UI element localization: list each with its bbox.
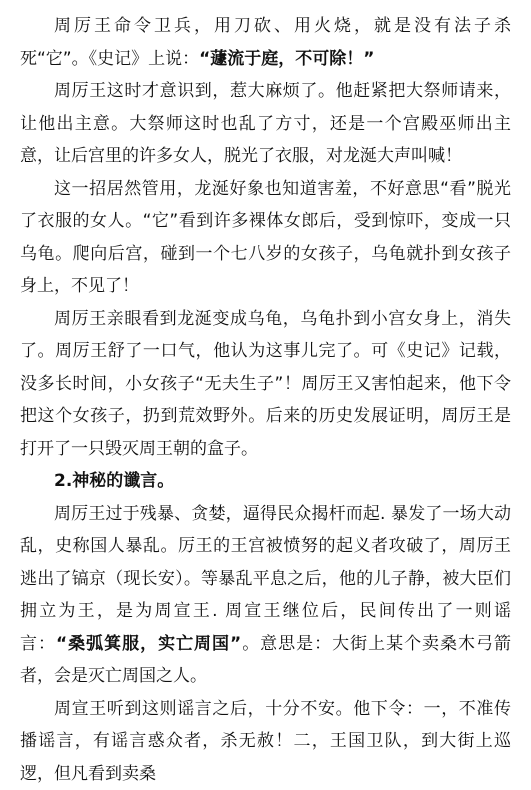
paragraph-5-text-a: 周厉王过于残暴、贪婪，逼得民众揭杆而起. 暴发了一场大动乱，史称国人暴乱。厉王的王宫被愤努的起义者攻破了，周厉王逃出了镐京（现长安）。等暴乱平息之后，他的儿子静，被大臣们拥立为王，是为周宣王. 周宣王继位后，民间传出了一则谣言： — [20, 504, 511, 654]
paragraph-4 — [20, 303, 511, 466]
section-heading — [20, 465, 511, 498]
paragraph-2 — [20, 75, 511, 173]
paragraph-5-text-b: 。意思是：大街上某个卖桑木弓箭者，会是灭亡周国之人。 — [20, 634, 511, 687]
paragraph-6 — [20, 693, 511, 790]
paragraph-5 — [20, 498, 511, 693]
prophecy-quote: “桑弧箕服，实亡周国” — [56, 634, 241, 654]
paragraph-1-text: 周厉王命令卫兵，用刀砍、用火烧，就是没有法子杀死“它”。《史记》上说： — [20, 16, 511, 69]
paragraph-1 — [20, 10, 511, 75]
paragraph-3-text: 这一招居然管用，龙涎好象也知道害羞，不好意思“看”脱光了衣服的女人。“它”看到许多裸体女郎后，受到惊吓，变成一只乌龟。爬向后宫，碰到一个七八岁的女孩子，乌龟就扑到女孩子身上，不见了！ — [20, 179, 511, 297]
section-heading-text: 2.神秘的谶言。 — [54, 471, 174, 491]
paragraph-4-text: 周厉王亲眼看到龙涎变成乌龟，乌龟扑到小宫女身上，消失了。周厉王舒了一口气，他认为这事儿完了。可《史记》记载，没多长时间，小女孩子“无夫生子”！周厉王又害怕起来，他下令把这个女孩子，扔到荒效野外。后来的历史发展证明，周厉王是打开了一只毁灭周王朝的盒子。 — [20, 309, 511, 459]
shiji-quote: “蘧流于庭，不可除！” — [199, 49, 374, 69]
paragraph-6-text: 周宣王听到这则谣言之后，十分不安。他下令：一，不准传播谣言，有谣言惑众者，杀无赦！二，王国卫队，到大街上巡逻，但凡看到卖桑 — [20, 699, 511, 784]
paragraph-3 — [20, 173, 511, 303]
paragraph-2-text: 周厉王这时才意识到，惹大麻烦了。他赶紧把大祭师请来，让他出主意。大祭师这时也乱了方寸，还是一个宫殿巫师出主意，让后宫里的许多女人，脱光了衣服，对龙涎大声叫喊！ — [20, 81, 511, 166]
